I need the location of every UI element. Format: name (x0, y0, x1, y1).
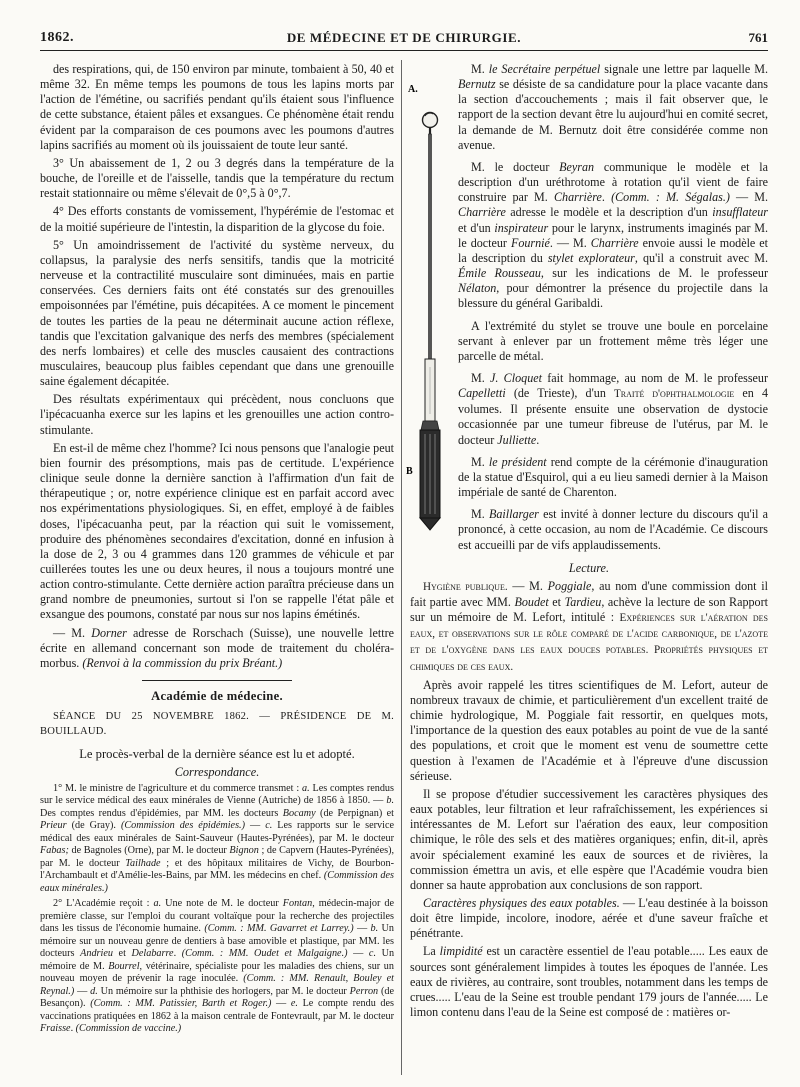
italic-text: a. (153, 898, 162, 910)
paragraph: M. le Secrétaire perpétuel signale une lettre par laquelle M. Bernutz se désiste de sa candidature pour la place vacante dans la section d'accouchements ; mais il fait observer que, le rapport de la section devant être lu aujourd'hui en comité secret, la demande de M. Bernutz doit être considérée comme non avenue. (458, 62, 768, 152)
italic-text: Perron (349, 985, 379, 997)
italic-text: b. (386, 795, 394, 807)
italic-text: Fraisse (40, 1023, 71, 1035)
header-title: DE MÉDECINE ET DE CHIRURGIE. (286, 30, 522, 45)
italic-text: Bignon (229, 845, 259, 857)
italic-text: Bernutz (458, 77, 496, 92)
paragraph: M. J. Cloquet fait hommage, au nom de M. le professeur Capelletti (de Trieste), d'un Traité d'ophthalmologie en 4 volumes. Il présente ensuite une observation de dystocie occasionnée par une tumeur fibreuse de l'utérus, par M. le docteur Julliette. (458, 370, 769, 447)
section-title: Académie de médecine. (151, 689, 283, 704)
italic-text: Boudet (514, 595, 549, 609)
column-divider (401, 60, 402, 1075)
paragraph: 1° M. le ministre de l'agriculture et du commerce transmet : a. Les comptes rendus sur le service médical des eaux minérales de Vienne (Autriche) de 1856 à 1850. — b. Des comptes rendus d'épidémies, par MM. les docteurs Bocamy (de Perpignan) et Prieur (de Gray). (Commission des épidémies.) — c. Les rapports sur le service médical des eaux minérales de Saint-Sauveur (Hautes-Pyrénées), par M. le docteur Fabas; de Bagnoles (Orne), par M. le docteur Bignon ; de Capvern (Hautes-Pyrénées), par M. le docteur Tailhade ; et des hôpitaux militaires de Vichy, de Bourbon-l'Archambault et d'Amélie-les-Bains, par MM. les médecins en chef. (Commission des eaux minérales.) (40, 782, 395, 894)
italic-text: (Renvoi à la commission du prix Bréant.) (82, 655, 283, 670)
small-caps-text: Traité d'ophthalmologie (614, 388, 735, 401)
correspondance-body (40, 783, 394, 1036)
italic-text: Bocamy (282, 807, 316, 819)
paragraph: 5° Un amoindrissement de l'activité du système nerveux, du collapsus, la paralysie des nerfs sensitifs, tandis que la motricité nerveuse et la contractilité musculaire sont diminuées, mais en partie conservées. Ces derniers faits ont été constatés sur des grenouilles empoisonnées par l'émétine, puis décapitées. A ce moment le pincement de toutes les parties de la peau ne déterminait aucune action réflexe, tandis que l'excitation galvanique des nerfs des membres (spécialement des nerfs lombaires) et celle des muscles causaient des contractions musculaires, beaucoup plus faibles cependant que dans une grenouille saine également décapitée. (40, 237, 394, 389)
italic-text: Julliette (497, 432, 537, 447)
italic-text: stylet explorateur (547, 250, 635, 265)
paragraph: 4° Des efforts constants de vomissement, l'hypérémie de l'estomac et de la moitié supérieure de l'intestin, la disparition de la glycose du foie. (40, 204, 394, 234)
paragraph: La limpidité est un caractère essentiel de l'eau potable..... Les eaux de sources sont généralement limpides à toutes les époques de l'année. Les eaux de rivières, au contraire, sont troubles, notamment dans les temps de crues..... L'eau de la Seine est trouble pendant 179 jours de l'année..... Le limon contenu dans l'eau de la Seine est composé de : matières or- (410, 944, 769, 1020)
italic-text: (Comm. : MM. Gavarret et Larrey.) (204, 923, 354, 935)
italic-text: limpidité (439, 944, 483, 959)
lecture-heading: Lecture. (568, 560, 610, 575)
figure-label-b: B (406, 466, 413, 477)
paragraph: A l'extrémité du stylet se trouve une boule en porcelaine servant à enlever par un frottement même très léger une parcelle de métal. (458, 318, 768, 363)
header-year: 1862. (40, 30, 74, 45)
paragraph: des respirations, qui, de 150 environ par minute, tombaient à 50, 40 et même 32. En même temps les poumons de tous les lapins morts par l'action de l'émétine, ou sacrifiés pendant qu'ils étaient sous l'influence de cette substance, étaient pâles et exsangues. Ce phénomène était rendu évident par la comparaison de ces poumons avec les poumons d'autres lapins sacrifiés au moment où ils jouissaient de toute leur santé. (40, 62, 394, 152)
left-body (40, 62, 394, 671)
italic-text: Baillarger (488, 507, 539, 522)
proces-verbal: Le procès-verbal de la dernière séance est lu et adopté. (79, 746, 355, 761)
italic-text: Capelletti (458, 386, 506, 401)
paragraph: Il se propose d'étudier successivement les caractères physiques des eaux potables, leur filtration et leur rafraîchissement, les expériences si intéressantes de M. Lefort sur l'aération des eaux, leur composition chimique, le rôle des sels et des matières organiques; enfin, dit-il, après avoir spécialement examiné les eaux de sources et de rivières, la commission émettra un avis, et elle espère que l'Académie voudra bien donner sa haute approbation aux conclusions de son rapport. (410, 786, 768, 892)
italic-text: Nélaton (458, 281, 497, 296)
italic-text: Charrière (553, 190, 602, 205)
italic-text: e. (290, 998, 298, 1010)
italic-text: Delabarre (131, 948, 174, 960)
italic-text: le président (488, 454, 547, 469)
italic-text: b. (370, 923, 379, 935)
italic-text: d. (90, 985, 98, 997)
paragraph: 3° Un abaissement de 1, 2 ou 3 degrés dans la température de la bouche, de l'oreille et de l'aisselle, tandis que la température du rectum restait stationnaire ou même s'élevait de 0°,5 à 0°,7. (40, 155, 394, 201)
stylet-explorateur-icon (406, 62, 452, 542)
italic-text: Dorner (91, 625, 127, 640)
paragraph: Après avoir rappelé les titres scientifiques de M. Lefort, auteur de nombreux travaux de chimie, et particulièrement d'un excellent traité de chimie hydrologique, M. Poggiale fait ressortir, en quelques mots, l'importance de la question des eaux potables au point de vue de la santé des populations, et croit que le moment est venu de soumettre cette question à l'examen de l'Académie et à l'épreuve d'une discussion sérieuse. (410, 677, 768, 783)
figure-label-a: A. (408, 84, 418, 95)
italic-text: inspirateur (494, 220, 549, 235)
paragraph: — M. Dorner adresse de Rorschach (Suisse), une nouvelle lettre écrite en allemand concernant son mode de traitement du choléra-morbus. (Renvoi à la commission du prix Bréant.) (40, 625, 395, 670)
italic-text: Charrière (458, 205, 506, 220)
italic-text: Bourrel (108, 960, 140, 972)
page-number: 761 (748, 30, 768, 45)
italic-text: (Commission de vaccine.) (75, 1023, 182, 1035)
italic-text: c. (265, 820, 273, 832)
right-body-after (410, 579, 768, 1020)
running-header (40, 30, 768, 51)
italic-text: (Commission des eaux minérales.) (40, 870, 394, 894)
small-caps-text: Hygiène publique. (423, 580, 508, 593)
seance-line: SÉANCE DU 25 NOVEMBRE 1862. — PRÉSIDENCE DE M. BOUILLAUD. (40, 711, 394, 738)
left-column (40, 62, 394, 1074)
italic-text: J. Cloquet (490, 370, 542, 385)
paragraph: M. le président rend compte de la cérémonie d'inauguration de la statue d'Esquirol, qui a eu lieu samedi dernier à la Maison impériale de santé de Charenton. (458, 454, 768, 500)
italic-text: Andrieu (80, 948, 113, 960)
italic-text: (Comm. : MM. Oudet et Malgaigne.) (181, 948, 348, 960)
paragraph: Des résultats expérimentaux qui précèdent, nous concluons que l'ipécacuanha exerce sur les lapins et les grenouilles une action contro-stimulante. (40, 392, 394, 437)
paragraph: 2° L'Académie reçoit : a. Une note de M. le docteur Fontan, médecin-major de première classe, sur l'emploi du courant voltaïque pour la recherche des projectiles dans les tissus de l'économie humaine. (Comm. : MM. Gavarret et Larrey.) — b. Un mémoire sur un nouveau genre de dentiers à base amovible et plastique, par MM. les docteurs Andrieu et Delabarre. (Comm. : MM. Oudet et Malgaigne.) — c. Un mémoire de M. Bourrel, vétérinaire, spécialiste pour les maladies des chiens, sur un nouveau moyen de prévenir la rage inoculée. (Comm. : MM. Renault, Bouley et Reynal.) — d. Un mémoire sur la phthisie des horlogers, par M. le docteur Perron (de Besançon). (Comm. : MM. Patissier, Barth et Roger.) — e. Le compte rendu des vaccinations pratiquées en 1862 à la maison centrale de Fontevrault, par M. le docteur Fraisse. (Commission de vaccine.) (40, 898, 395, 1035)
italic-text: (Comm. : MM. Renault, Bouley et Reynal.) (40, 973, 394, 997)
right-body (410, 62, 768, 553)
paragraph: Caractères physiques des eaux potables. — L'eau destinée à la boisson doit être limpide, incolore, inodore, aérée et d'une saveur fraîche et pénétrante. (410, 895, 768, 941)
paragraph: M. Baillarger est invité à donner lecture du discours qu'il a prononcé, à cette occasion, au nom de l'Académie. Ce discours est accueilli par de vifs applaudissements. (458, 507, 768, 552)
italic-text: Tailhade (125, 857, 161, 869)
italic-text: (Comm. : MM. Patissier, Barth et Roger.) (90, 998, 272, 1010)
italic-text: Poggiale (547, 578, 592, 593)
italic-text: le Secrétaire perpétuel (488, 62, 601, 76)
paragraph: En est-il de même chez l'homme? Ici nous pensons que l'analogie peut bien fournir des présomptions, mais pas de certitude. L'expérience clinique seule donne la dernière sanction à l'affirmation d'un fait de thérapeutique ; or, notre expérience clinique est en parfait accord avec nos expérimentations physiologiques. Si, en effet, employé à de faibles doses, l'ipécacuanha peut, par la réaction qui suit le vomissement, produire des phénomènes secondaires d'excitation, donné en infusion à la dose de 2, 3 ou 4 grammes dans 120 grammes de véhicule et par cuillerées toutes les une ou deux heures, il nous a toujours montré une action contro-stimulante. Cette dernière action paraîtra précieuse dans un grand nombre de pneumonies, surtout si l'on se rappelle l'état pâle et exsangue des poumons, constaté par nous sur nos lapins émétinés. (40, 440, 394, 622)
italic-text: Beyran (559, 159, 595, 174)
paragraph: Hygiène publique. — M. Poggiale, au nom d'une commission dont il fait partie avec MM. Boudet et Tardieu, achève la lecture de son Rapport sur un mémoire de M. Lefort, intitulé : Expériences sur l'aération des eaux, et observations sur le rôle comparé de l'acide carbonique, de l'azote et de l'oxygène dans les eaux douces potables. Propriétés physiques et chimiques de ces eaux. (410, 578, 768, 673)
italic-text: Fournié (510, 235, 550, 250)
italic-text: (Commission des épidémies.) (120, 820, 245, 832)
italic-text: Fabas; (40, 845, 69, 857)
italic-text: a. (302, 782, 310, 794)
small-caps-text: Expériences sur l'aération des eaux, et observations sur le rôle comparé de l'acide carbonique, de l'azote et de l'oxygène dans les eaux douces potables. Propriétés physiques et chimiques de ces eaux. (410, 612, 768, 673)
paragraph: M. le docteur Beyran communique le modèle et la description d'un uréthrotome à rotation qu'il vient de faire construire par M. Charrière. (Comm. : M. Ségalas.) — M. Charrière adresse le modèle et la description d'un insufflateur et d'un inspirateur pour le larynx, instruments imaginés par M. le docteur Fournié. — M. Charrière envoie aussi le modèle et la description du stylet explorateur, qu'il a construit avec M. Émile Rousseau, sur les indications de M. le professeur Nélaton, pour démontrer la présence du projectile dans la blessure du général Garibaldi. (458, 159, 769, 311)
section-divider (142, 680, 292, 681)
italic-text: insufflateur (712, 205, 768, 220)
right-column (406, 62, 769, 1074)
correspondance-heading: Correspondance. (174, 764, 260, 779)
italic-text: Tardieu (564, 595, 602, 609)
italic-text: c. (368, 948, 376, 960)
italic-text: Charrière (590, 235, 639, 250)
italic-text: Prieur (40, 820, 67, 832)
italic-text: Caractères physiques des eaux potables. (423, 895, 620, 910)
italic-text: (Comm. : M. Ségalas.) (611, 190, 730, 205)
italic-text: Émile Rousseau (458, 266, 541, 281)
italic-text: Fontan (282, 898, 313, 910)
